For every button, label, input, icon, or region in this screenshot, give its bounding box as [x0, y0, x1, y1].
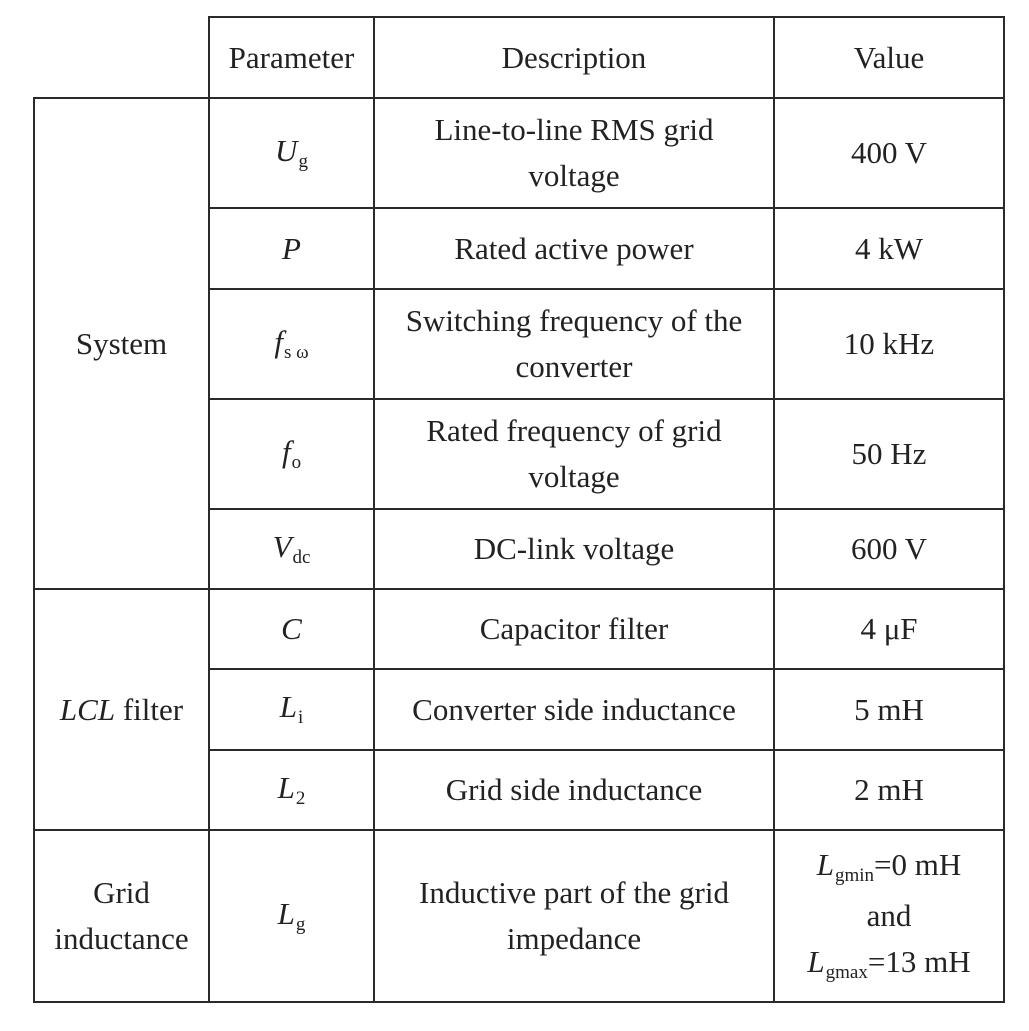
param-value: 4 kW [854, 230, 923, 266]
param-description: Capacitor filter [479, 611, 669, 646]
param-symbol: $U_g$ [275, 132, 308, 172]
rule-bottom [33, 1001, 1005, 1003]
value-lgmin: $L_{gmin}=0$ mH [816, 847, 962, 886]
param-symbol: P [282, 230, 301, 266]
param-description: Inductive part of the grid impedance [419, 875, 729, 956]
group-system: System [75, 325, 168, 361]
group-lcl-filter: LCL filter [59, 691, 184, 727]
param-symbol: $f_o$ [281, 433, 302, 473]
param-symbol: $L_g$ [277, 895, 306, 935]
header-description: Description [501, 39, 647, 75]
param-description: Switching frequency of the converter [405, 303, 743, 384]
param-value: 50 Hz [851, 436, 927, 471]
param-description: Line-to-line RMS grid voltage [434, 112, 714, 193]
param-value: 2 mH [854, 772, 924, 807]
param-value: 5 mH [854, 691, 924, 727]
param-value [775, 831, 1003, 1001]
header-value: Value [853, 39, 925, 75]
param-value: 10 kHz [843, 326, 935, 361]
value-and: and [866, 898, 912, 933]
param-value: 4 μF [860, 611, 918, 646]
param-symbol: $V_{dc}$ [272, 528, 311, 568]
group-grid-inductance: Grid inductance [54, 875, 189, 956]
value-lgmax: $L_{gmax}=13$ mH [807, 944, 971, 983]
rule-right [1003, 16, 1005, 1003]
param-description: Converter side inductance [412, 691, 736, 727]
param-description: DC-link voltage [473, 531, 675, 566]
header-parameter: Parameter [228, 39, 355, 75]
param-description: Rated frequency of grid voltage [426, 413, 722, 494]
param-symbol: $L_2$ [277, 769, 306, 809]
param-value: 600 V [850, 531, 928, 566]
param-description: Grid side inductance [445, 772, 703, 807]
param-value: 400 V [850, 135, 928, 170]
param-symbol: $f_{s \omega}$ [274, 323, 309, 363]
param-description: Rated active power [454, 230, 694, 266]
param-symbol: C [281, 611, 302, 646]
param-symbol: $L_i$ [279, 689, 304, 728]
